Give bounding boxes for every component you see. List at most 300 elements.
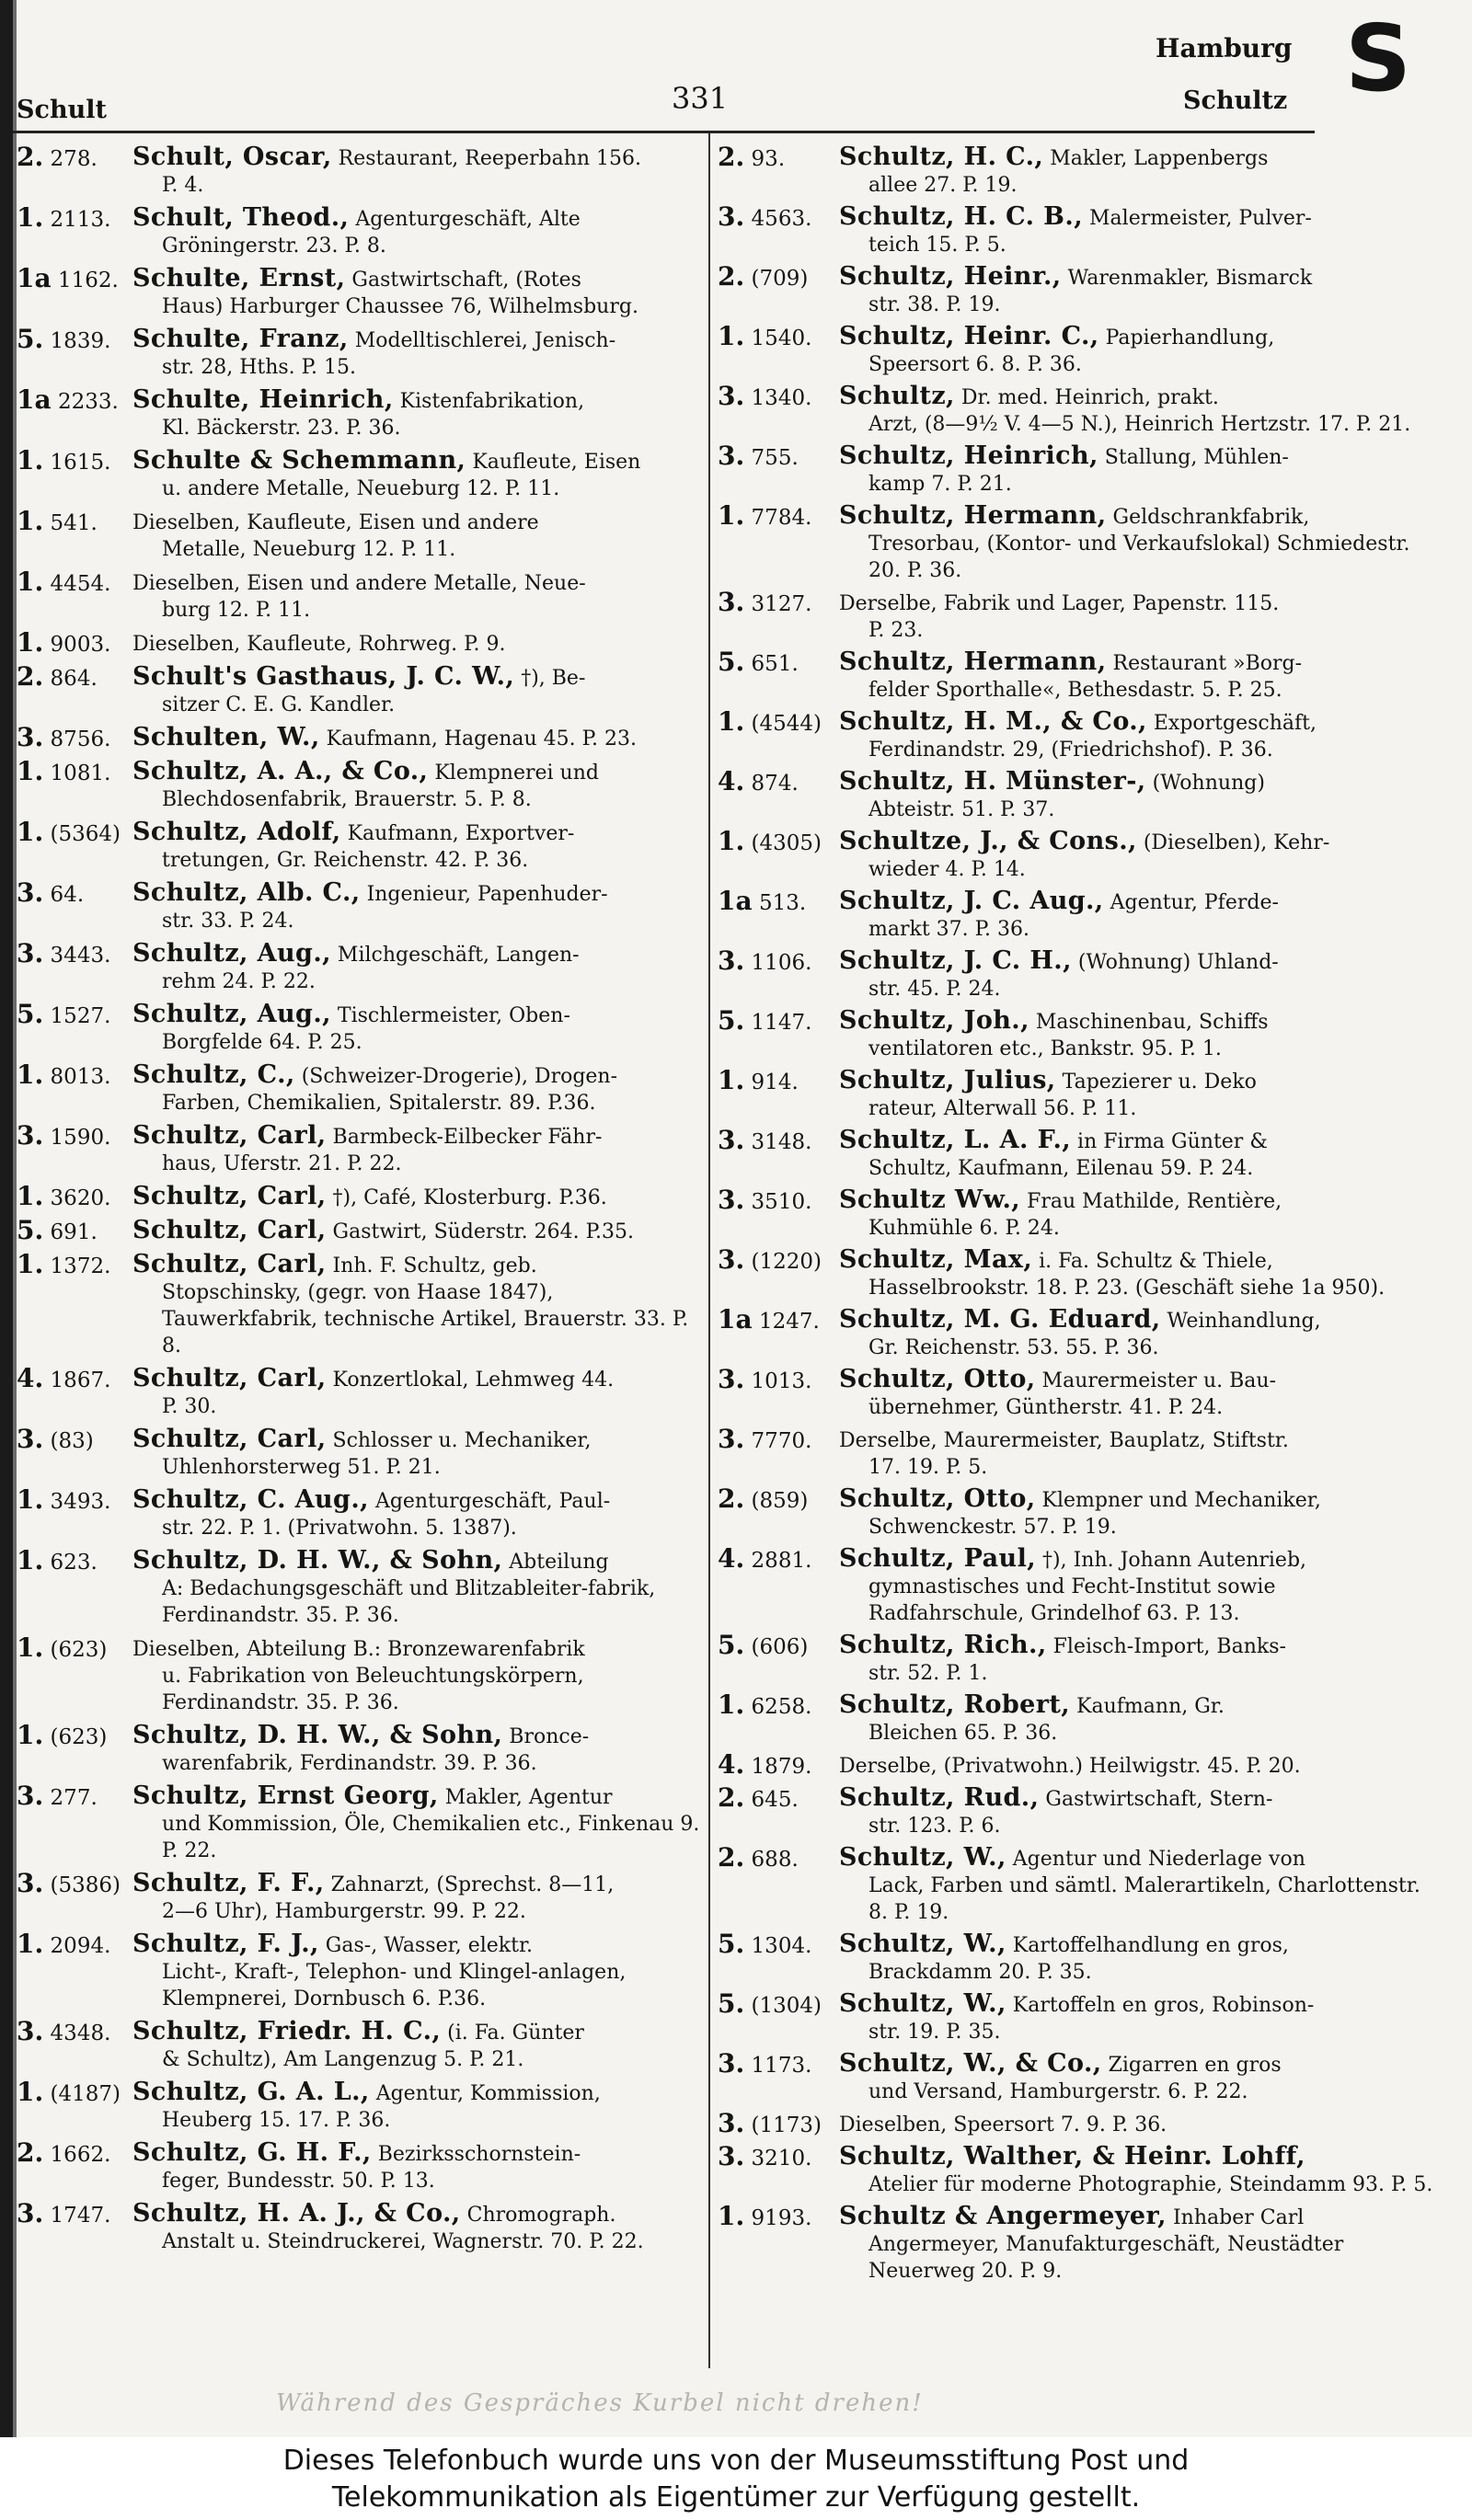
- entry-continuation: haus, Uferstr. 21. P. 22.: [162, 1152, 402, 1175]
- directory-entry: [17, 1486, 705, 1541]
- entry-name: Schult, Theod.,: [132, 203, 350, 232]
- entry-phone-number: [718, 323, 811, 352]
- entry-phone-number: [718, 143, 785, 173]
- directory-entry: [718, 2050, 1435, 2105]
- directory-entry: [17, 447, 705, 502]
- entry-line-code: 513.: [758, 891, 807, 915]
- directory-entry: [17, 386, 705, 441]
- entry-name: Schultz, G. H. F.,: [132, 2138, 372, 2167]
- entry-continuation: 2—6 Uhr), Hamburgerstr. 99. P. 22.: [162, 1900, 526, 1923]
- entry-phone-number: [718, 1545, 811, 1575]
- entry-phone-number: [718, 203, 811, 233]
- entry-line-code: 6258.: [751, 1695, 812, 1719]
- directory-entry: [718, 1751, 1435, 1780]
- entry-details: Zigarren en gros: [1108, 2054, 1282, 2077]
- entry-continuation: Kl. Bäckerstr. 23. P. 36.: [162, 417, 401, 440]
- entry-continuation: Arzt, (8—9½ V. 4—5 N.), Heinrich Hertzstr. 17. P. 21.: [868, 413, 1411, 436]
- entry-continuation: P. 30.: [162, 1395, 217, 1418]
- entry-details: Restaurant »Borg-: [1112, 652, 1303, 675]
- entry-phone-number: [718, 1990, 822, 2020]
- entry-name: Schultze, J., & Cons.,: [839, 827, 1137, 855]
- entry-exchange: 1.: [17, 627, 44, 658]
- entry-line-code: (5386): [50, 1873, 121, 1897]
- directory-entry: [718, 323, 1435, 378]
- entry-phone-number: [718, 828, 822, 857]
- entry-continuation: rateur, Alterwall 56. P. 11.: [868, 1097, 1137, 1120]
- entry-phone-number: [17, 568, 110, 598]
- directory-entry: [17, 1122, 705, 1177]
- entry-phone-number: [17, 204, 110, 234]
- entry-exchange: 1a: [718, 886, 753, 916]
- faint-bleed-text: Während des Gespräches Kurbel nicht drehen!: [276, 2389, 924, 2417]
- directory-entry: [17, 326, 705, 381]
- entry-continuation: Uhlenhorsterweg 51. P. 21.: [162, 1456, 441, 1479]
- entry-exchange: 2.: [17, 2137, 44, 2168]
- entry-continuation: Gr. Reichenstr. 53. 55. P. 36.: [868, 1336, 1159, 1359]
- entry-details: Dieselben, Kaufleute, Rohrweg. P. 9.: [132, 633, 506, 656]
- entry-line-code: 1173.: [751, 2054, 812, 2078]
- entry-phone-number: [718, 1485, 808, 1515]
- directory-entry: [718, 1366, 1435, 1421]
- entry-name: Schultz, Walther, & Heinr. Lohff,: [839, 2142, 1305, 2171]
- directory-entry: [718, 2110, 1435, 2138]
- entry-continuation: ventilatoren etc., Bankstr. 95. P. 1.: [868, 1037, 1222, 1060]
- entry-details: Agentur, Pferde-: [1110, 891, 1279, 914]
- entry-exchange: 2.: [17, 142, 44, 172]
- entry-details: Restaurant, Reeperbahn 156.: [338, 147, 642, 170]
- entry-continuation: Ferdinandstr. 29, (Friedrichshof). P. 36.: [868, 739, 1273, 762]
- entry-continuation: str. 45. P. 24.: [868, 978, 1001, 1001]
- entry-line-code: 2113.: [50, 208, 111, 232]
- entry-exchange: 1a: [17, 263, 52, 293]
- directory-entry: [17, 2200, 705, 2255]
- directory-entry: [17, 2139, 705, 2194]
- entry-line-code: 278.: [50, 147, 98, 171]
- entry-exchange: 1.: [17, 817, 44, 847]
- directory-entry: [718, 203, 1435, 258]
- entry-phone-number: [17, 1061, 110, 1091]
- entry-continuation: allee 27. P. 19.: [868, 174, 1018, 197]
- entry-line-code: 541.: [50, 511, 98, 535]
- entry-details: Tapezierer u. Deko: [1062, 1071, 1257, 1094]
- directory-entry: [17, 265, 705, 320]
- entry-line-code: 64.: [50, 883, 85, 907]
- entry-line-code: 1372.: [50, 1254, 111, 1278]
- entry-phone-number: [718, 442, 799, 472]
- entry-details: Weinhandlung,: [1167, 1310, 1321, 1333]
- entry-phone-number: [17, 1122, 110, 1151]
- entry-name: Schultz, Julius,: [839, 1066, 1056, 1094]
- entry-details: Agenturgeschäft, Paul-: [374, 1490, 611, 1513]
- entry-continuation: Lack, Farben und sämtl. Malerartikeln, Charlottenstr. 8. P. 19.: [868, 1874, 1420, 1924]
- entry-line-code: 3620.: [50, 1186, 111, 1210]
- entry-name: Schultz, Robert,: [839, 1690, 1071, 1719]
- entry-details: (i. Fa. Günter: [447, 2022, 584, 2045]
- entry-details: †), Inh. Johann Autenrieb,: [1042, 1549, 1307, 1572]
- entry-details: Konzertlokal, Lehmweg 44.: [332, 1369, 615, 1392]
- entry-continuation: A: Bedachungsgeschäft und Blitzableiter-fabrik, Ferdinandstr. 35. P. 36.: [162, 1577, 656, 1627]
- directory-entry: [17, 1930, 705, 2012]
- entry-continuation: Licht-, Kraft-, Telephon- und Klingel-anlagen, Klempnerei, Dornbusch 6. P.36.: [162, 1961, 627, 2010]
- directory-entry: [718, 1426, 1435, 1481]
- entry-line-code: 93.: [751, 147, 786, 171]
- entry-line-code: 1839.: [50, 329, 111, 353]
- entry-line-code: 9003.: [50, 633, 111, 657]
- entry-phone-number: [718, 2143, 811, 2172]
- entry-exchange: 3.: [17, 877, 44, 908]
- entry-name: Schultz, Adolf,: [132, 818, 341, 846]
- entry-line-code: (709): [751, 267, 809, 291]
- directory-entry: [17, 1782, 705, 1864]
- entry-details: Dieselben, Kaufleute, Eisen und andere: [132, 511, 539, 534]
- entry-continuation: u. andere Metalle, Neueburg 12. P. 11.: [162, 477, 560, 500]
- directory-entry: [718, 143, 1435, 199]
- entry-details: Kartoffeln en gros, Robinson-: [1012, 1994, 1315, 2017]
- entry-details: †), Be-: [521, 667, 586, 690]
- directory-entry: [718, 1485, 1435, 1541]
- entry-line-code: 277.: [50, 1786, 98, 1810]
- directory-entry: [17, 1001, 705, 1056]
- directory-entry: [718, 888, 1435, 943]
- entry-line-code: 9193.: [751, 2206, 812, 2230]
- entry-exchange: 3.: [718, 587, 745, 617]
- entry-continuation: str. 123. P. 6.: [868, 1815, 1001, 1838]
- entry-phone-number: [17, 1930, 110, 1960]
- entry-details: Inhaber Carl: [1172, 2206, 1305, 2229]
- entry-phone-number: [17, 879, 84, 909]
- directory-entry: [17, 879, 705, 934]
- entry-phone-number: [718, 1844, 799, 1873]
- directory-entry: [718, 768, 1435, 823]
- entry-phone-number: [17, 940, 110, 969]
- entry-phone-number: [718, 648, 799, 678]
- entry-details: Gastwirtschaft, Stern-: [1045, 1788, 1273, 1811]
- entry-exchange: 2.: [718, 1483, 745, 1514]
- entry-name: Schultz, Heinr.,: [839, 262, 1062, 291]
- entry-phone-number: [718, 1366, 811, 1395]
- entry-exchange: 5.: [718, 1988, 745, 2019]
- entry-details: Agentur und Niederlage von: [1012, 1848, 1305, 1871]
- header-rule: [13, 131, 1315, 133]
- entry-exchange: 3.: [17, 1120, 44, 1151]
- entry-phone-number: [718, 2110, 822, 2139]
- entry-line-code: 3127.: [751, 592, 812, 616]
- entry-exchange: 1.: [17, 445, 44, 475]
- entry-phone-number: [718, 1691, 811, 1721]
- entry-name: Schulte, Heinrich,: [132, 385, 394, 414]
- entry-name: Schultz, Otto,: [839, 1365, 1036, 1393]
- entry-continuation: übernehmer, Güntherstr. 41. P. 24.: [868, 1396, 1224, 1419]
- entry-line-code: 1106.: [751, 951, 812, 975]
- entry-exchange: 3.: [17, 2198, 44, 2228]
- directory-entry: [718, 708, 1435, 763]
- directory-entry: [718, 383, 1435, 438]
- entry-line-code: 7784.: [751, 506, 812, 530]
- entry-phone-number: [17, 1547, 98, 1576]
- column-divider: [708, 133, 710, 2368]
- entry-phone-number: [718, 1306, 820, 1335]
- entry-line-code: 1147.: [751, 1011, 812, 1035]
- entry-details: (Schweizer-Drogerie), Drogen-: [301, 1065, 618, 1088]
- directory-entry: [17, 629, 705, 658]
- entry-details: Fleisch-Import, Banks-: [1052, 1635, 1286, 1658]
- header-city: Hamburg: [1156, 33, 1293, 63]
- entry-exchange: 2.: [17, 661, 44, 692]
- directory-entry: [718, 1632, 1435, 1687]
- entry-continuation: warenfabrik, Ferdinandstr. 39. P. 36.: [162, 1752, 537, 1775]
- entry-continuation: 17. 19. P. 5.: [868, 1456, 988, 1479]
- directory-entry: [17, 1547, 705, 1629]
- entry-exchange: 3.: [718, 1424, 745, 1454]
- entry-line-code: 7770.: [751, 1429, 812, 1453]
- entry-exchange: 3.: [718, 945, 745, 976]
- entry-phone-number: [17, 447, 110, 476]
- directory-entry: [718, 1545, 1435, 1627]
- entry-phone-number: [17, 2200, 110, 2229]
- entry-phone-number: [718, 947, 811, 977]
- directory-entry: [17, 758, 705, 813]
- entry-phone-number: [17, 2079, 121, 2108]
- entry-continuation: Brackdamm 20. P. 35.: [868, 1961, 1092, 1984]
- directory-entry: [17, 508, 705, 563]
- entry-phone-number: [718, 1930, 811, 1960]
- entry-exchange: 3.: [718, 2141, 745, 2171]
- entry-exchange: 5.: [17, 999, 44, 1029]
- directory-entry: [718, 648, 1435, 704]
- entry-phone-number: [718, 1246, 822, 1276]
- directory-entry: [17, 2018, 705, 2073]
- directory-entry: [17, 1426, 705, 1481]
- entry-details: Agenturgeschäft, Alte: [355, 208, 581, 231]
- entry-continuation: teich 15. P. 5.: [868, 234, 1006, 257]
- entry-exchange: 1.: [17, 1181, 44, 1211]
- entry-line-code: 2094.: [50, 1934, 111, 1958]
- entry-details: in Firma Günter &: [1077, 1130, 1268, 1153]
- directory-entry: [17, 724, 705, 752]
- header-right-word: Schultz: [1183, 86, 1288, 115]
- entry-exchange: 5.: [17, 1215, 44, 1245]
- entry-details: Kaufleute, Eisen: [472, 451, 641, 474]
- entry-line-code: (623): [50, 1638, 108, 1662]
- entry-exchange: 3.: [718, 1244, 745, 1275]
- entry-exchange: 4.: [17, 1363, 44, 1393]
- entry-name: Schultz, Carl,: [132, 1364, 327, 1392]
- entry-phone-number: [17, 1486, 110, 1516]
- entry-name: Schultz, Hermann,: [839, 501, 1107, 530]
- entry-details: Agentur, Kommission,: [375, 2082, 601, 2105]
- entry-continuation: Speersort 6. 8. P. 36.: [868, 353, 1082, 376]
- directory-entry: [718, 442, 1435, 498]
- entry-exchange: 1.: [718, 1690, 745, 1720]
- directory-entry: [718, 1127, 1435, 1182]
- entry-details: Schlosser u. Mechaniker,: [332, 1429, 592, 1452]
- entry-name: Schulten, W.,: [132, 723, 320, 751]
- entry-exchange: 1.: [718, 826, 745, 856]
- entry-continuation: str. 28, Hths. P. 15.: [162, 356, 356, 379]
- directory-entry: [718, 1844, 1435, 1926]
- entry-exchange: 1.: [17, 1545, 44, 1575]
- entry-phone-number: [17, 265, 119, 294]
- entry-phone-number: [718, 2050, 811, 2079]
- entry-name: Schultz, H. A. J., & Co.,: [132, 2199, 461, 2228]
- entry-name: Schultz, H. M., & Co.,: [839, 707, 1147, 736]
- entry-name: Schultz, W.,: [839, 1930, 1006, 1958]
- entry-phone-number: [718, 1127, 811, 1156]
- entry-name: Schulte, Franz,: [132, 325, 349, 353]
- entry-continuation: Atelier für moderne Photographie, Steindamm 93. P. 5.: [868, 2173, 1433, 2196]
- entry-exchange: 3.: [718, 1185, 745, 1215]
- directory-entry: [17, 1722, 705, 1777]
- entry-name: Schultz,: [839, 382, 955, 410]
- entry-phone-number: [718, 1007, 811, 1037]
- entry-line-code: 1081.: [50, 762, 111, 785]
- directory-entry: [17, 568, 705, 624]
- entry-name: Schulte, Ernst,: [132, 264, 346, 292]
- entry-line-code: (4187): [50, 2082, 121, 2106]
- entry-continuation: Anstalt u. Steindruckerei, Wagnerstr. 70. P. 22.: [162, 2230, 644, 2253]
- entry-name: Schultz, Carl,: [132, 1250, 327, 1278]
- entry-continuation: Haus) Harburger Chaussee 76, Wilhelmsburg.: [162, 295, 638, 318]
- entry-details: Derselbe, Fabrik und Lager, Papenstr. 115.: [839, 592, 1280, 615]
- entry-phone-number: [718, 263, 808, 292]
- entry-continuation: Hasselbrookstr. 18. P. 23. (Geschäft siehe 1a 950).: [868, 1277, 1386, 1300]
- entry-line-code: (1304): [751, 1994, 822, 2018]
- entry-details: Milchgeschäft, Langen-: [337, 944, 580, 967]
- entry-line-code: 3510.: [751, 1190, 812, 1214]
- entry-name: Schultz, A. A., & Co.,: [132, 757, 429, 785]
- entry-phone-number: [17, 2139, 110, 2169]
- entry-details: Derselbe, (Privatwohn.) Heilwigstr. 45. P. 20.: [839, 1755, 1301, 1778]
- entry-details: Stallung, Mühlen-: [1104, 446, 1289, 469]
- entry-details: Abteilung: [509, 1551, 609, 1574]
- entry-name: Schultz Ww.,: [839, 1186, 1021, 1214]
- entry-name: Schultz, C. Aug.,: [132, 1485, 369, 1514]
- entry-name: Schultz, Heinrich,: [839, 441, 1098, 470]
- entry-name: Schultz, Alb. C.,: [132, 878, 361, 907]
- entry-line-code: 645.: [751, 1788, 799, 1812]
- entry-continuation: P. 4.: [162, 174, 204, 197]
- entry-continuation: und Versand, Hamburgerstr. 6. P. 22.: [868, 2080, 1248, 2103]
- entry-line-code: 3210.: [751, 2147, 812, 2171]
- entry-exchange: 1.: [17, 1632, 44, 1663]
- entry-details: Kaufmann, Hagenau 45. P. 23.: [326, 727, 637, 750]
- directory-entry: [718, 1691, 1435, 1747]
- entry-exchange: 4.: [718, 1749, 745, 1780]
- entry-name: Schultz, Carl,: [132, 1425, 327, 1453]
- entry-details: Modelltischlerei, Jenisch-: [354, 329, 616, 352]
- entry-line-code: 914.: [751, 1071, 799, 1094]
- entry-continuation: Tresorbau, (Kontor- und Verkaufslokal) Schmiedestr. 20. P. 36.: [868, 533, 1410, 582]
- entry-details: Gastwirtschaft, (Rotes: [351, 269, 581, 292]
- entry-phone-number: [718, 1784, 799, 1814]
- entry-name: Schultz, Carl,: [132, 1121, 327, 1150]
- entry-line-code: 4348.: [50, 2022, 111, 2045]
- entry-line-code: 691.: [50, 1220, 98, 1244]
- entry-exchange: 4.: [718, 766, 745, 796]
- entry-line-code: 1340.: [751, 386, 812, 410]
- entry-phone-number: [17, 326, 110, 355]
- entry-details: Makler, Lappenbergs: [1050, 147, 1269, 170]
- entry-phone-number: [718, 1426, 811, 1455]
- entry-continuation: Abteistr. 51. P. 37.: [868, 798, 1055, 821]
- left-column: [17, 143, 705, 2261]
- entry-exchange: 1.: [718, 321, 745, 351]
- entry-exchange: 5.: [17, 324, 44, 354]
- directory-entry: [17, 1183, 705, 1211]
- book-spine: [0, 0, 13, 2437]
- entry-name: Schultz, L. A. F.,: [839, 1126, 1072, 1154]
- entry-details: Malermeister, Pulver-: [1089, 207, 1312, 230]
- entry-phone-number: [17, 1426, 94, 1455]
- directory-entry: [718, 828, 1435, 883]
- header-letter: S: [1345, 5, 1412, 112]
- entry-continuation: Bleichen 65. P. 36.: [868, 1722, 1058, 1745]
- right-column: [718, 143, 1435, 2289]
- entry-name: Schultz, D. H. W., & Sohn,: [132, 1721, 503, 1749]
- entry-phone-number: [718, 708, 822, 738]
- entry-phone-number: [17, 1183, 110, 1212]
- entry-continuation: felder Sporthalle«, Bethesdastr. 5. P. 25.: [868, 679, 1282, 702]
- entry-continuation: Borgfelde 64. P. 25.: [162, 1031, 362, 1054]
- entry-continuation: Schwenckestr. 57. P. 19.: [868, 1516, 1117, 1539]
- entry-exchange: 1.: [17, 567, 44, 597]
- entry-phone-number: [718, 1751, 811, 1781]
- entry-continuation: Gröningerstr. 23. P. 8.: [162, 235, 386, 258]
- entry-exchange: 2.: [718, 261, 745, 292]
- entry-exchange: 5.: [718, 1630, 745, 1660]
- entry-continuation: Blechdosenfabrik, Brauerstr. 5. P. 8.: [162, 788, 532, 811]
- footer-line-2: Telekommunikation als Eigentümer zur Verfügung gestellt.: [331, 2481, 1141, 2514]
- entry-continuation: markt 37. P. 36.: [868, 918, 1029, 941]
- entry-details: Dieselben, Eisen und andere Metalle, Neue-: [132, 572, 586, 595]
- entry-name: Schultz, Carl,: [132, 1182, 327, 1210]
- directory-entry: [17, 819, 705, 874]
- entry-continuation: kamp 7. P. 21.: [868, 473, 1012, 496]
- entry-exchange: 3.: [718, 1364, 745, 1394]
- entry-exchange: 2.: [718, 1842, 745, 1873]
- entry-line-code: 864.: [50, 667, 98, 691]
- entry-name: Schultz, G. A. L.,: [132, 2078, 370, 2106]
- entry-exchange: 3.: [17, 1424, 44, 1454]
- entry-line-code: 4454.: [50, 572, 111, 596]
- entry-details: Kartoffelhandlung en gros,: [1012, 1934, 1289, 1957]
- entry-name: Schultz, J. C. H.,: [839, 946, 1072, 975]
- entry-line-code: 755.: [751, 446, 799, 470]
- entry-phone-number: [17, 1217, 98, 1246]
- entry-phone-number: [17, 2018, 110, 2047]
- directory-entry: [718, 263, 1435, 318]
- entry-phone-number: [718, 2203, 811, 2232]
- entry-details: Derselbe, Maurermeister, Bauplatz, Stiftstr.: [839, 1429, 1289, 1452]
- entry-continuation: wieder 4. P. 14.: [868, 858, 1026, 881]
- entry-name: Schult's Gasthaus, J. C. W.,: [132, 662, 515, 691]
- entry-continuation: Farben, Chemikalien, Spitalerstr. 89. P.36.: [162, 1092, 596, 1115]
- directory-entry: [17, 1217, 705, 1245]
- entry-phone-number: [17, 663, 98, 693]
- entry-details: (Dieselben), Kehr-: [1143, 831, 1330, 854]
- entry-details: Klempnerei und: [434, 762, 599, 785]
- entry-exchange: 3.: [718, 1125, 745, 1155]
- entry-name: Schultz, J. C. Aug.,: [839, 887, 1104, 915]
- entry-phone-number: [718, 768, 799, 797]
- entry-phone-number: [17, 1251, 110, 1280]
- entry-name: Schultz, M. G. Eduard,: [839, 1305, 1161, 1334]
- entry-details: †), Café, Klosterburg. P.36.: [332, 1186, 607, 1209]
- entry-line-code: (4305): [751, 831, 822, 855]
- entry-phone-number: [17, 1782, 98, 1812]
- entry-continuation: str. 22. P. 1. (Privatwohn. 5. 1387).: [162, 1517, 517, 1540]
- entry-name: Schultz, Max,: [839, 1245, 1033, 1274]
